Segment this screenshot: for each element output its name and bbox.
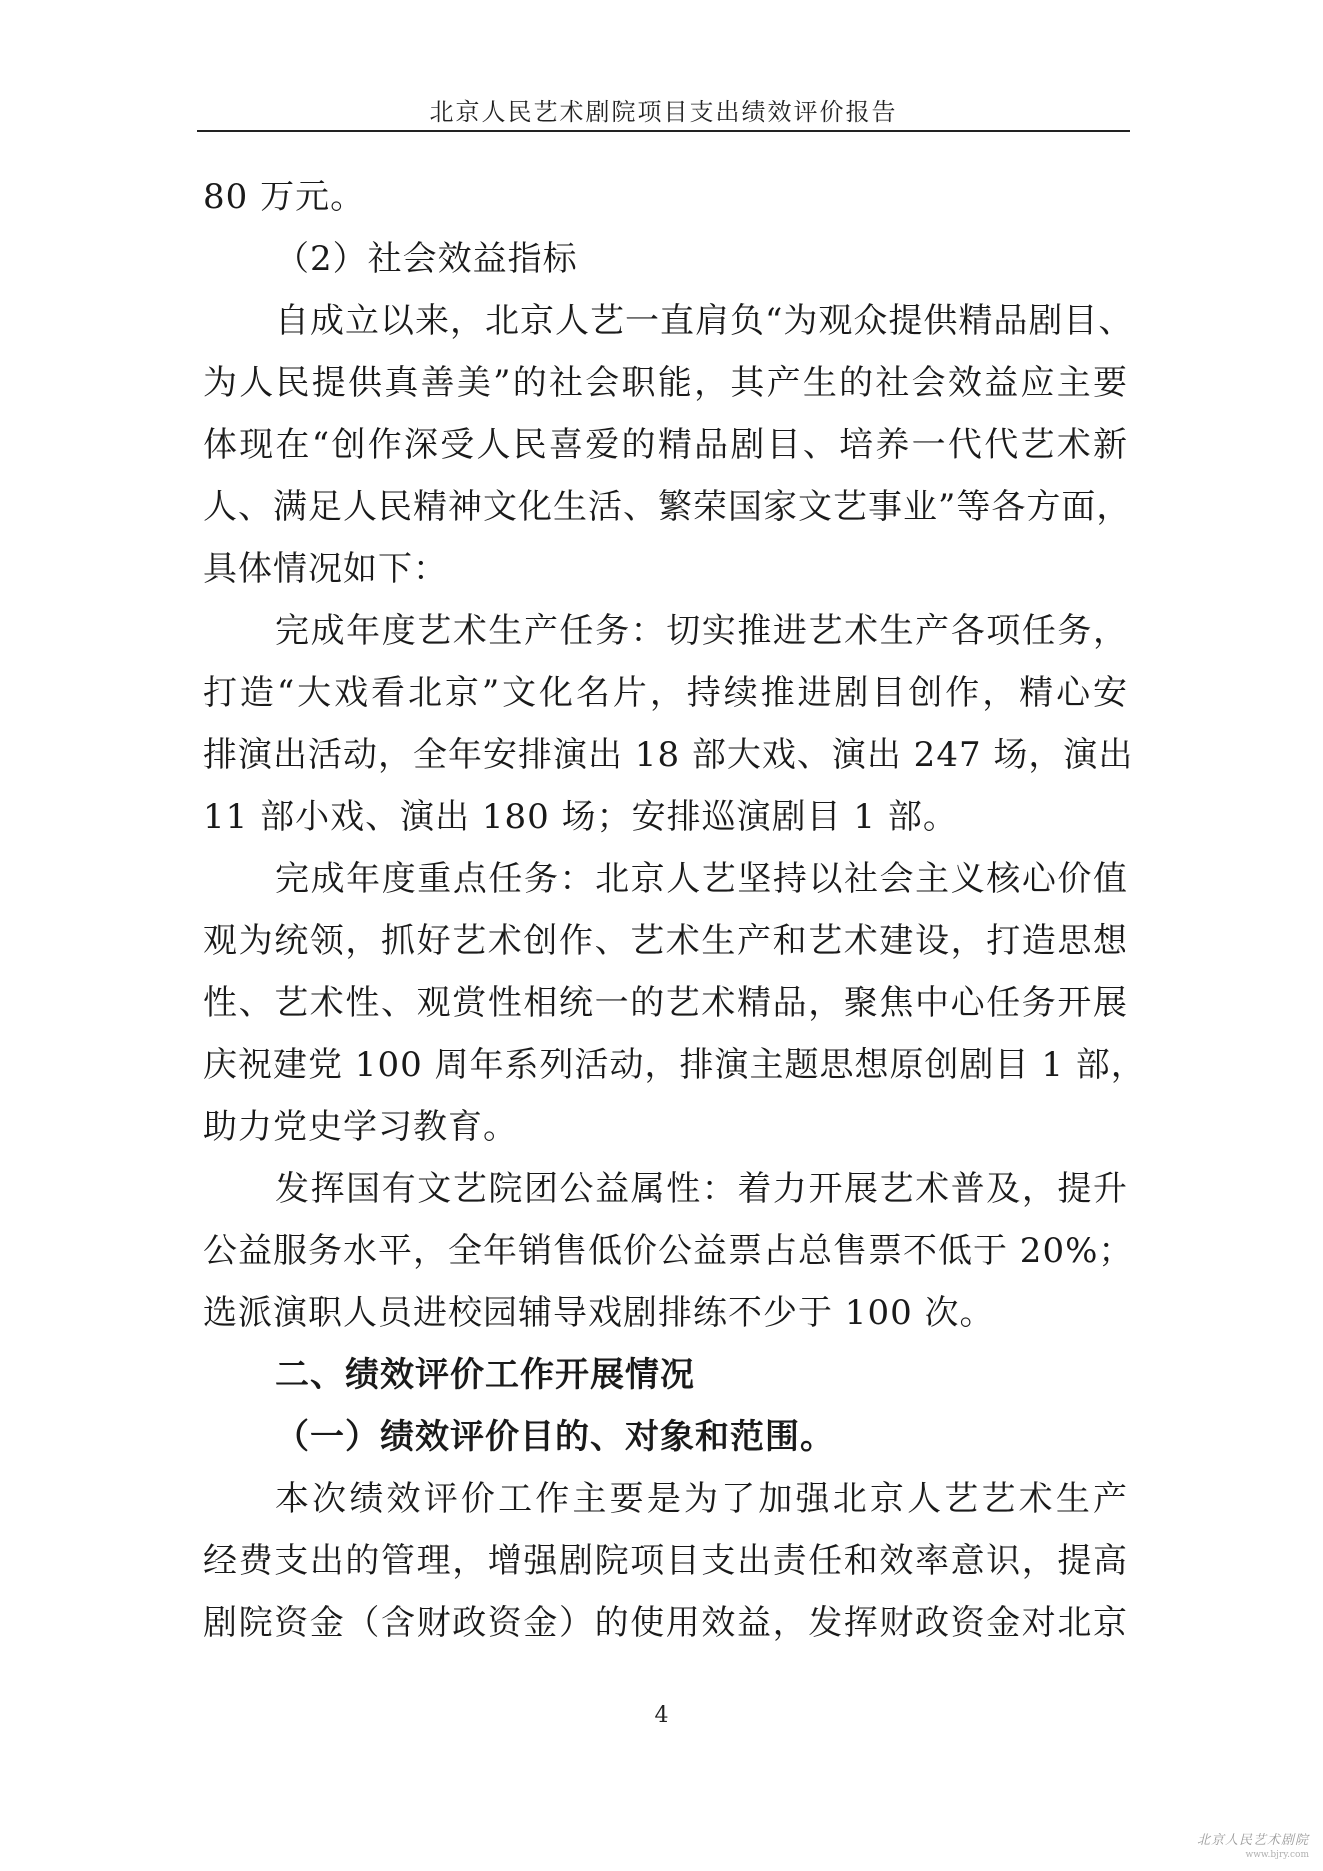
text-line: 打造“大戏看北京”文化名片，持续推进剧目创作，精心安: [203, 673, 1128, 713]
text-line: 11 部小戏、演出 180 场；安排巡演剧目 1 部。: [203, 797, 958, 837]
text-line: 性、艺术性、观赏性相统一的艺术精品，聚焦中心任务开展: [203, 983, 1128, 1023]
text-line: 80 万元。: [203, 177, 366, 217]
section-heading: 二、绩效评价工作开展情况: [275, 1355, 695, 1395]
text-line: 观为统领，抓好艺术创作、艺术生产和艺术建设，打造思想: [203, 921, 1128, 961]
text-line: 排演出活动，全年安排演出 18 部大戏、演出 247 场，演出: [203, 735, 1134, 775]
subsection-heading: （一）绩效评价目的、对象和范围。: [275, 1417, 835, 1457]
page-header-title: 北京人民艺术剧院项目支出绩效评价报告: [429, 98, 898, 126]
text-line: 人、满足人民精神文化生活、繁荣国家文艺事业”等各方面，: [203, 487, 1132, 527]
text-line: 完成年度艺术生产任务：切实推进艺术生产各项任务，: [275, 611, 1128, 651]
text-line: 选派演职人员进校园辅导戏剧排练不少于 100 次。: [203, 1293, 995, 1333]
text-line: 自成立以来，北京人艺一直肩负“为观众提供精品剧目、: [275, 301, 1134, 341]
watermark-site: www.bjry.com: [1245, 1850, 1309, 1860]
text-line: 体现在“创作深受人民喜爱的精品剧目、培养一代代艺术新: [203, 425, 1128, 465]
document-body: [203, 166, 1146, 1654]
text-line: 本次绩效评价工作主要是为了加强北京人艺艺术生产: [275, 1479, 1128, 1519]
text-line: 为人民提供真善美”的社会职能，其产生的社会效益应主要: [203, 363, 1128, 403]
page-number: 4: [654, 1703, 669, 1728]
text-line: 经费支出的管理，增强剧院项目支出责任和效率意识，提高: [203, 1541, 1128, 1581]
text-line: 具体情况如下：: [203, 549, 448, 589]
text-line: 公益服务水平，全年销售低价公益票占总售票不低于 20%；: [203, 1231, 1134, 1271]
corner-watermark: [1197, 1833, 1309, 1863]
text-line: 助力党史学习教育。: [203, 1107, 518, 1147]
text-line: 发挥国有文艺院团公益属性：着力开展艺术普及，提升: [275, 1169, 1128, 1209]
text-line: 庆祝建党 100 周年系列活动，排演主题思想原创剧目 1 部，: [203, 1045, 1146, 1085]
watermark-brand: 北京人民艺术剧院: [1196, 1833, 1309, 1848]
header-divider: [197, 130, 1130, 132]
text-line: 完成年度重点任务：北京人艺坚持以社会主义核心价值: [275, 859, 1128, 899]
section-subtitle: （2）社会效益指标: [275, 239, 578, 279]
text-line: 剧院资金（含财政资金）的使用效益，发挥财政资金对北京: [203, 1603, 1128, 1643]
